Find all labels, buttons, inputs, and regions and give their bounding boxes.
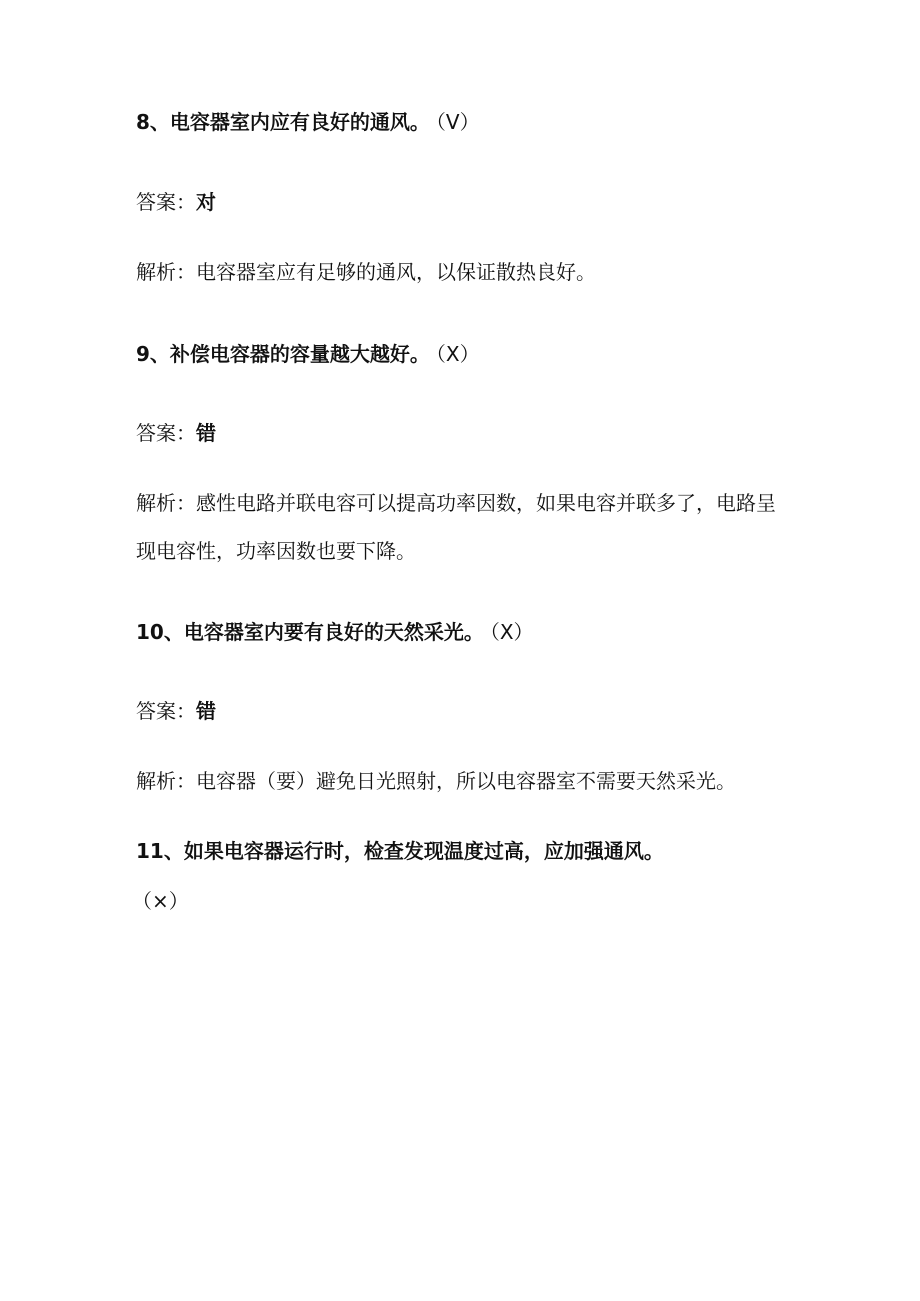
question-8 [136,98,796,146]
answer-label: 答案： [136,421,196,445]
question-text: 如果电容器运行时，检查发现温度过高，应加强通风。 [183,839,664,863]
question-11-mark-line [132,877,792,925]
explanation-text: 电容器室应有足够的通风，以保证散热良好。 [196,260,596,284]
question-number: 10、 [136,620,184,644]
explanation-10 [136,757,796,805]
question-number: 11、 [136,839,184,863]
question-number: 8、 [136,110,170,134]
answer-label: 答案： [136,190,196,214]
explanation-8 [136,248,796,296]
answer-10 [136,687,796,735]
answer-value: 对 [196,190,216,214]
question-9 [136,330,796,378]
explanation-text: 电容器（要）避免日光照射，所以电容器室不需要天然采光。 [196,769,736,793]
explanation-text: 感性电路并联电容可以提高功率因数，如果电容并联多了，电路呈现电容性，功率因数也要下降。 [136,491,776,563]
question-10 [136,608,796,656]
explanation-9 [136,479,786,575]
question-mark: （V） [435,110,480,134]
question-number: 9、 [136,342,170,366]
question-11 [136,827,796,875]
question-text: 电容器室内要有良好的天然采光。 [183,620,484,644]
answer-8 [136,178,796,226]
question-mark: （X） [489,620,534,644]
explanation-label: 解析： [136,491,196,515]
answer-value: 错 [196,699,216,723]
answer-label: 答案： [136,699,196,723]
question-text: 补偿电容器的容量越大越好。 [169,342,430,366]
answer-value: 错 [196,421,216,445]
answer-9 [136,409,796,457]
explanation-label: 解析： [136,260,196,284]
question-text: 电容器室内应有良好的通风。 [169,110,430,134]
explanation-label: 解析： [136,769,196,793]
question-mark: （X） [435,342,480,366]
question-mark: （×） [132,889,189,913]
